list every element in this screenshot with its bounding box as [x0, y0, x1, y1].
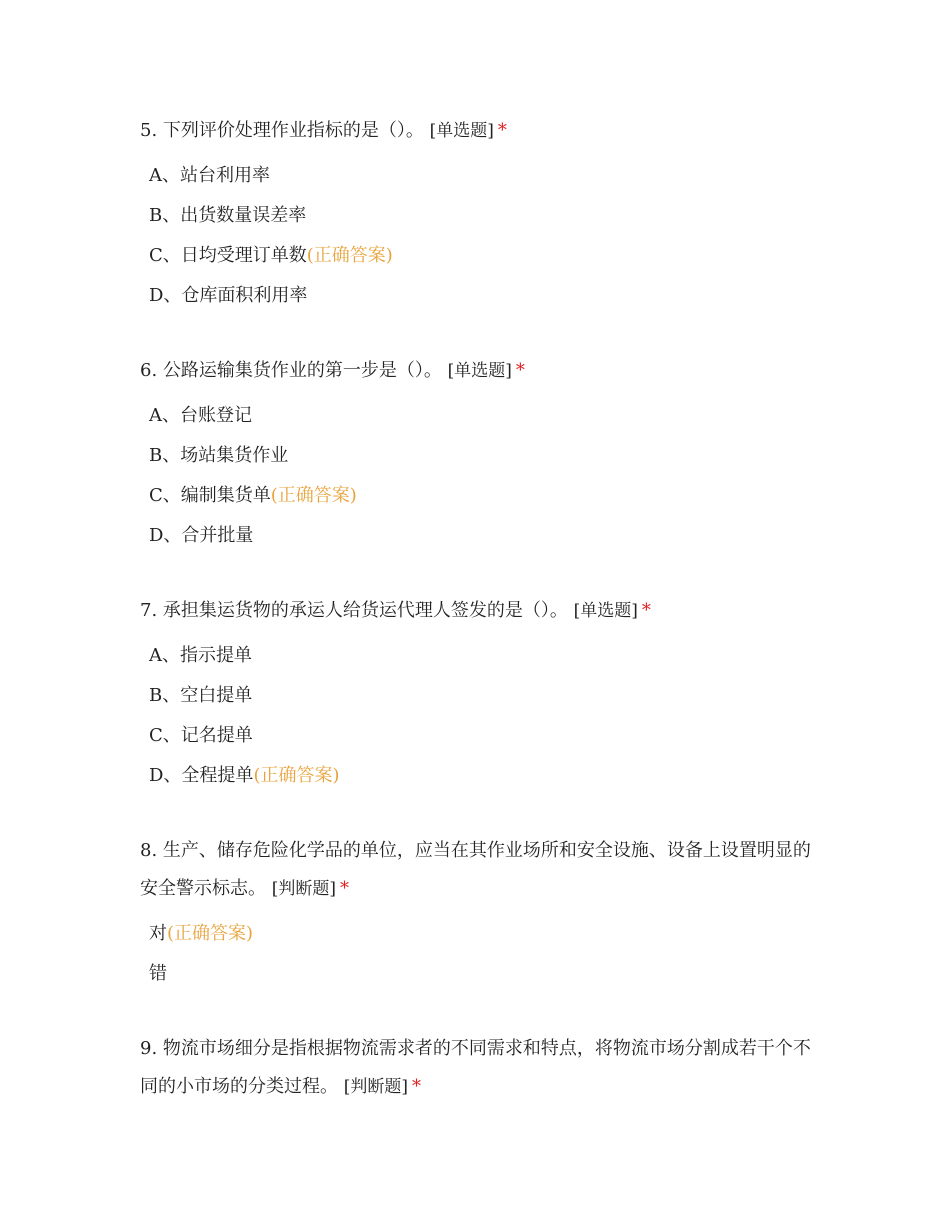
option-list — [140, 156, 820, 316]
option-text: C、记名提单 — [149, 725, 253, 746]
option-text: B、出货数量误差率 — [149, 205, 307, 226]
option-d[interactable] — [140, 276, 820, 316]
option-a[interactable] — [140, 636, 820, 676]
question-type: [单选题] — [573, 601, 638, 621]
question-document — [140, 112, 820, 1142]
option-text: C、日均受理订单数 — [149, 245, 307, 266]
question-7 — [140, 592, 820, 796]
correct-answer-label: (正确答案) — [167, 923, 254, 944]
required-mark: * — [515, 360, 525, 381]
option-text: D、合并批量 — [149, 525, 254, 546]
question-text: 6. 公路运输集货作业的第一步是（）。 — [140, 360, 442, 381]
option-true[interactable] — [140, 914, 820, 954]
option-text: A、台账登记 — [149, 405, 252, 426]
option-b[interactable] — [140, 676, 820, 716]
option-text: 对 — [149, 923, 167, 944]
question-text: 7. 承担集运货物的承运人给货运代理人签发的是（）。 — [140, 600, 568, 621]
question-9 — [140, 1030, 820, 1106]
question-text: 9. 物流市场细分是指根据物流需求者的不同需求和特点，将物流市场分割成若干个不同的小市场的分类过程。 — [140, 1038, 811, 1097]
question-5 — [140, 112, 820, 316]
option-c[interactable] — [140, 476, 820, 516]
option-c[interactable] — [140, 716, 820, 756]
correct-answer-label: (正确答案) — [270, 485, 357, 506]
question-title — [140, 832, 820, 908]
question-title — [140, 1030, 820, 1106]
question-8 — [140, 832, 820, 994]
option-text: A、站台利用率 — [149, 165, 270, 186]
option-text: A、指示提单 — [149, 645, 252, 666]
option-list — [140, 396, 820, 556]
option-c[interactable] — [140, 236, 820, 276]
option-d[interactable] — [140, 756, 820, 796]
correct-answer-label: (正确答案) — [306, 245, 393, 266]
option-text: 错 — [149, 963, 167, 984]
option-a[interactable] — [140, 156, 820, 196]
option-text: D、仓库面积利用率 — [149, 285, 308, 306]
option-d[interactable] — [140, 516, 820, 556]
required-mark: * — [412, 1076, 421, 1097]
question-type: [判断题] — [343, 1077, 408, 1097]
option-a[interactable] — [140, 396, 820, 436]
option-list — [140, 636, 820, 796]
required-mark: * — [641, 600, 651, 621]
question-6 — [140, 352, 820, 556]
option-list — [140, 914, 820, 994]
option-b[interactable] — [140, 436, 820, 476]
option-text: D、全程提单 — [149, 765, 254, 786]
question-text: 5. 下列评价处理作业指标的是（）。 — [140, 120, 424, 141]
option-text: B、空白提单 — [149, 685, 253, 706]
question-type: [单选题] — [429, 121, 494, 141]
question-type: [单选题] — [447, 361, 512, 381]
question-title — [140, 592, 820, 630]
question-title — [140, 352, 820, 390]
option-text: C、编制集货单 — [149, 485, 271, 506]
question-type: [判断题] — [271, 879, 336, 899]
option-b[interactable] — [140, 196, 820, 236]
question-title — [140, 112, 820, 150]
required-mark: * — [340, 878, 349, 899]
option-false[interactable] — [140, 954, 820, 994]
correct-answer-label: (正确答案) — [253, 765, 340, 786]
required-mark: * — [497, 120, 507, 141]
option-text: B、场站集货作业 — [149, 445, 289, 466]
question-text: 8. 生产、储存危险化学品的单位，应当在其作业场所和安全设施、设备上设置明显的安全警示标志。 — [140, 840, 811, 899]
